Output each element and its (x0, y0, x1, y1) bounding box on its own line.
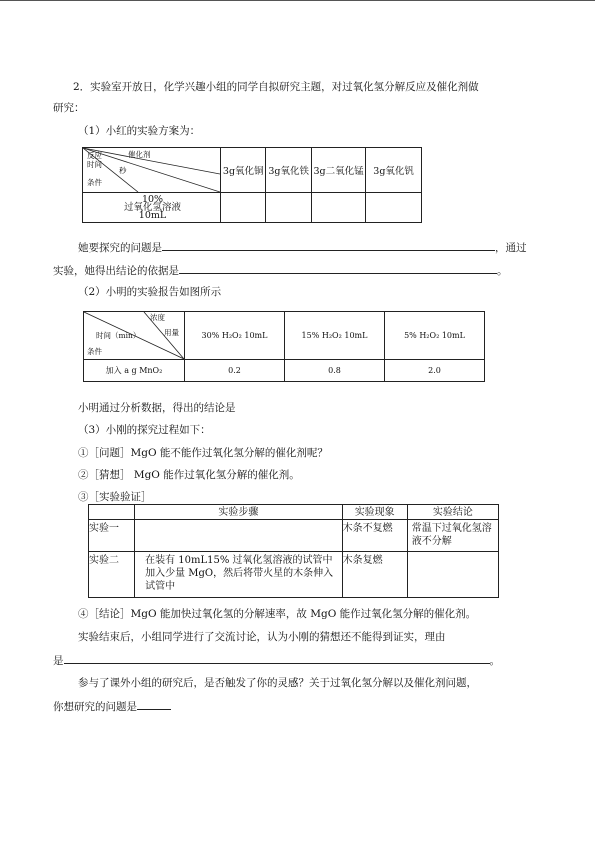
cell-fe2o3 (266, 193, 311, 223)
discussion-line2 (53, 652, 500, 668)
xiaoming-conclusion: 小明通过分析数据，得出的结论是 (78, 402, 236, 414)
header-empty (89, 505, 135, 520)
header-steps: 实验步骤 (135, 505, 343, 520)
part3-label: （3）小刚的探究过程如下： (78, 424, 211, 436)
discussion-line1: 实验结束后，小组同学进行了交流讨论，认为小刚的猜想还不能得到证实，理由 (78, 631, 446, 643)
row2-name: 实验二 (89, 552, 135, 598)
question1-prefix: 她要探究的问题是 (78, 242, 162, 254)
question1-suffix: ，通过 (495, 242, 527, 254)
question1b-prefix: 实验，她得出结论的依据是 (53, 265, 179, 277)
question1-line (78, 239, 527, 255)
row-label-line3: 10mL (138, 209, 167, 221)
page-top-border (0, 0, 595, 1)
diag-label-time-min: 时间（min） (96, 331, 141, 340)
question1b-line (53, 262, 508, 278)
row1-step (135, 520, 343, 552)
diag-label-seconds: 秒 (119, 166, 127, 175)
row1-name: 实验一 (89, 520, 135, 552)
diag-label-reaction: 反应 (87, 151, 102, 160)
value-15pct: 0.8 (285, 360, 385, 382)
final-prefix: 你想研究的问题是 (53, 701, 137, 713)
header-conclusion: 实验结论 (407, 505, 498, 520)
diagonal-lines (83, 148, 220, 192)
diag-label-amount: 用量 (164, 328, 179, 337)
cell-cuo (221, 193, 266, 223)
xiaohong-plan-table (82, 147, 422, 223)
diagonal-header-cell (83, 148, 221, 193)
row1-conclusion: 常温下过氧化氢溶液不分解 (407, 520, 498, 552)
col-header-5pct: 5% H₂O₂ 10mL (385, 312, 485, 360)
xiaoming-report-table (83, 311, 485, 382)
question1b-suffix: 。 (497, 265, 508, 277)
discussion-prefix: 是 (53, 655, 64, 667)
final-line2 (53, 698, 171, 714)
final-line1: 参与了课外小组的研究后，是否触发了你的灵感？关于过氧化氢分解以及催化剂问题， (78, 677, 477, 689)
answer-blank-reason[interactable] (64, 652, 490, 664)
row2-step: 在装有 10mL15% 过氧化氢溶液的试管中加入少量 MgO，然后将带火星的木条伸入试管中 (135, 552, 343, 598)
col-header-mno2: 3g二氧化锰 (311, 148, 365, 193)
cell-mno2 (311, 193, 365, 223)
diag-label-concentration: 浓度 (150, 313, 165, 322)
diag-label-time: 时间 (87, 160, 102, 169)
diag-label-condition-2: 条件 (87, 347, 102, 356)
diag-label-condition: 条件 (87, 178, 102, 187)
row1-phenomenon: 木条不复燃 (342, 520, 407, 552)
row2-phenomenon: 木条复燃 (342, 552, 407, 598)
answer-blank-basis[interactable] (179, 262, 497, 274)
question-intro-line1: 2．实验室开放日，化学兴趣小组的同学自拟研究主题，对过氧化氢分解反应及催化剂做 (73, 81, 479, 93)
cell-v2o5 (366, 193, 422, 223)
part2-label: （2）小明的实验报告如图所示 (78, 286, 222, 298)
row-label-line2: 过氧化氢溶液 (123, 201, 181, 213)
row-label-mno2: 加入 a g MnO₂ (84, 360, 185, 382)
value-30pct: 0.2 (185, 360, 285, 382)
discussion-suffix: 。 (489, 655, 500, 667)
xiaogang-experiment-table (88, 504, 499, 598)
col-header-v2o5: 3g氧化钒 (366, 148, 422, 193)
diag-label-catalyst: 催化剂 (128, 150, 151, 159)
value-5pct: 2.0 (385, 360, 485, 382)
question-intro-line2: 研究： (53, 102, 85, 114)
header-phenomenon: 实验现象 (342, 505, 407, 520)
part1-label: （1）小红的实验方案为： (78, 125, 201, 137)
step1-question: ①［问题］MgO 能不能作过氧化氢分解的催化剂呢？ (78, 447, 328, 459)
answer-blank-research[interactable] (137, 698, 171, 710)
step3-verification: ③［实验验证］ (78, 491, 152, 503)
step4-conclusion: ④［结论］MgO 能加快过氧化氢的分解速率，故 MgO 能作过氧化氢分解的催化剂。 (78, 608, 477, 620)
diagonal-header-cell-2 (84, 312, 185, 360)
row-label-h2o2 (83, 193, 221, 223)
answer-blank-question[interactable] (162, 239, 495, 251)
row-label-line1: 10% (141, 193, 164, 205)
col-header-cuo: 3g氧化铜 (221, 148, 266, 193)
step2-hypothesis: ②［猜想］ MgO 能作过氧化氢分解的催化剂。 (78, 469, 300, 481)
row2-conclusion (407, 552, 498, 598)
col-header-30pct: 30% H₂O₂ 10mL (185, 312, 285, 360)
col-header-15pct: 15% H₂O₂ 10mL (285, 312, 385, 360)
col-header-fe2o3: 3g氧化铁 (266, 148, 311, 193)
